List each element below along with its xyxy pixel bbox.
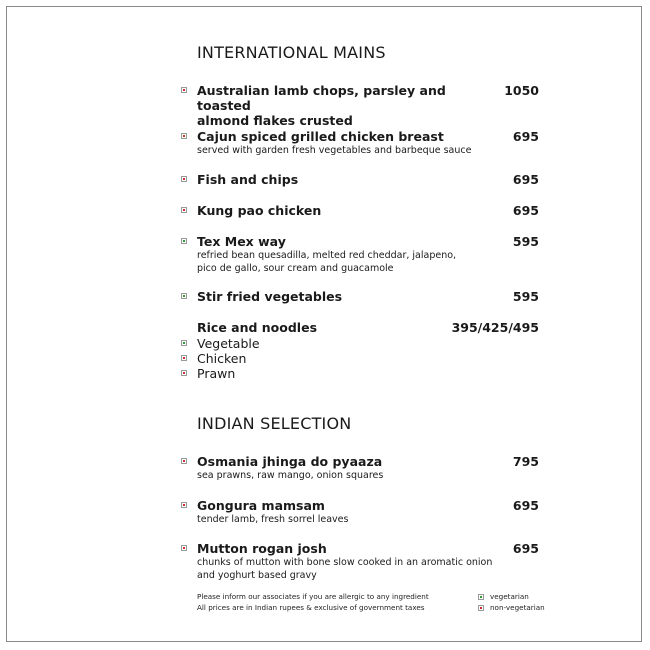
allergy-note: Please inform our associates if you are allergic to any ingredient: [197, 592, 429, 601]
non-vegetarian-icon: [181, 355, 187, 361]
item-name: Rice and noodles: [197, 320, 318, 335]
item-price: 595: [512, 289, 539, 304]
non-vegetarian-icon: [181, 176, 187, 182]
item-name: Mutton rogan josh: [197, 541, 327, 556]
menu-item: [177, 203, 539, 219]
non-vegetarian-icon: [181, 133, 187, 139]
item-price: 1050: [504, 83, 539, 98]
vegetarian-icon: [181, 238, 187, 244]
vegetarian-icon: [478, 594, 484, 600]
menu-item: [177, 541, 539, 585]
item-name-line: Australian lamb chops, parsley and toasted: [197, 83, 446, 113]
non-vegetarian-icon: [181, 458, 187, 464]
price-note: All prices are in Indian rupees & exclusive of government taxes: [197, 603, 425, 612]
menu-item: [177, 83, 539, 128]
menu-item: [177, 172, 539, 188]
item-price: 595: [512, 234, 539, 249]
option-prawn: Prawn: [197, 366, 236, 381]
non-vegetarian-icon: [181, 545, 187, 551]
non-vegetarian-icon: [181, 502, 187, 508]
non-vegetarian-icon: [478, 605, 484, 611]
item-price: 695: [512, 203, 539, 218]
item-name-line: almond flakes crusted: [197, 113, 353, 128]
legend-non-vegetarian: non-vegetarian: [490, 603, 545, 612]
item-price: 695: [512, 172, 539, 187]
vegetarian-icon: [181, 340, 187, 346]
item-price: 795: [512, 454, 539, 469]
item-price: 695: [512, 498, 539, 513]
item-name: Kung pao chicken: [197, 203, 322, 218]
item-name: Osmania jhinga do pyaaza: [197, 454, 383, 469]
item-name: Cajun spiced grilled chicken breast: [197, 129, 444, 144]
menu-item: [177, 498, 539, 528]
item-price: 695: [512, 541, 539, 556]
non-vegetarian-icon: [181, 87, 187, 93]
item-description-line: and yoghurt based gravy: [197, 569, 317, 581]
menu-item: [177, 234, 539, 278]
option-vegetable: Vegetable: [197, 336, 260, 351]
item-name: [197, 83, 497, 128]
item-description: [197, 250, 497, 275]
item-description-line: pico de gallo, sour cream and guacamole: [197, 262, 394, 274]
item-price: 395/425/495: [451, 320, 539, 335]
section-title-indian: INDIAN SELECTION: [197, 414, 352, 433]
item-description: [197, 557, 497, 582]
item-price: 695: [512, 129, 539, 144]
item-description-line: chunks of mutton with bone slow cooked in an aromatic onion: [197, 557, 493, 568]
non-vegetarian-icon: [181, 370, 187, 376]
option-chicken: Chicken: [197, 351, 247, 366]
non-vegetarian-icon: [181, 207, 187, 213]
item-name: Gongura mamsam: [197, 498, 325, 513]
item-description: served with garden fresh vegetables and barbeque sauce: [197, 145, 472, 156]
item-description: tender lamb, fresh sorrel leaves: [197, 514, 349, 525]
item-description-line: refried bean quesadilla, melted red cheddar, jalapeno,: [197, 250, 457, 261]
menu-item-group: [177, 320, 539, 336]
item-description: sea prawns, raw mango, onion squares: [197, 470, 384, 481]
menu-item: [177, 129, 539, 159]
menu-item: [177, 454, 539, 484]
item-name: Stir fried vegetables: [197, 289, 343, 304]
legend-vegetarian: vegetarian: [490, 592, 529, 601]
section-title-international: INTERNATIONAL MAINS: [197, 43, 386, 62]
menu-item: [177, 289, 539, 305]
item-name: Fish and chips: [197, 172, 299, 187]
vegetarian-icon: [181, 293, 187, 299]
item-name: Tex Mex way: [197, 234, 286, 249]
